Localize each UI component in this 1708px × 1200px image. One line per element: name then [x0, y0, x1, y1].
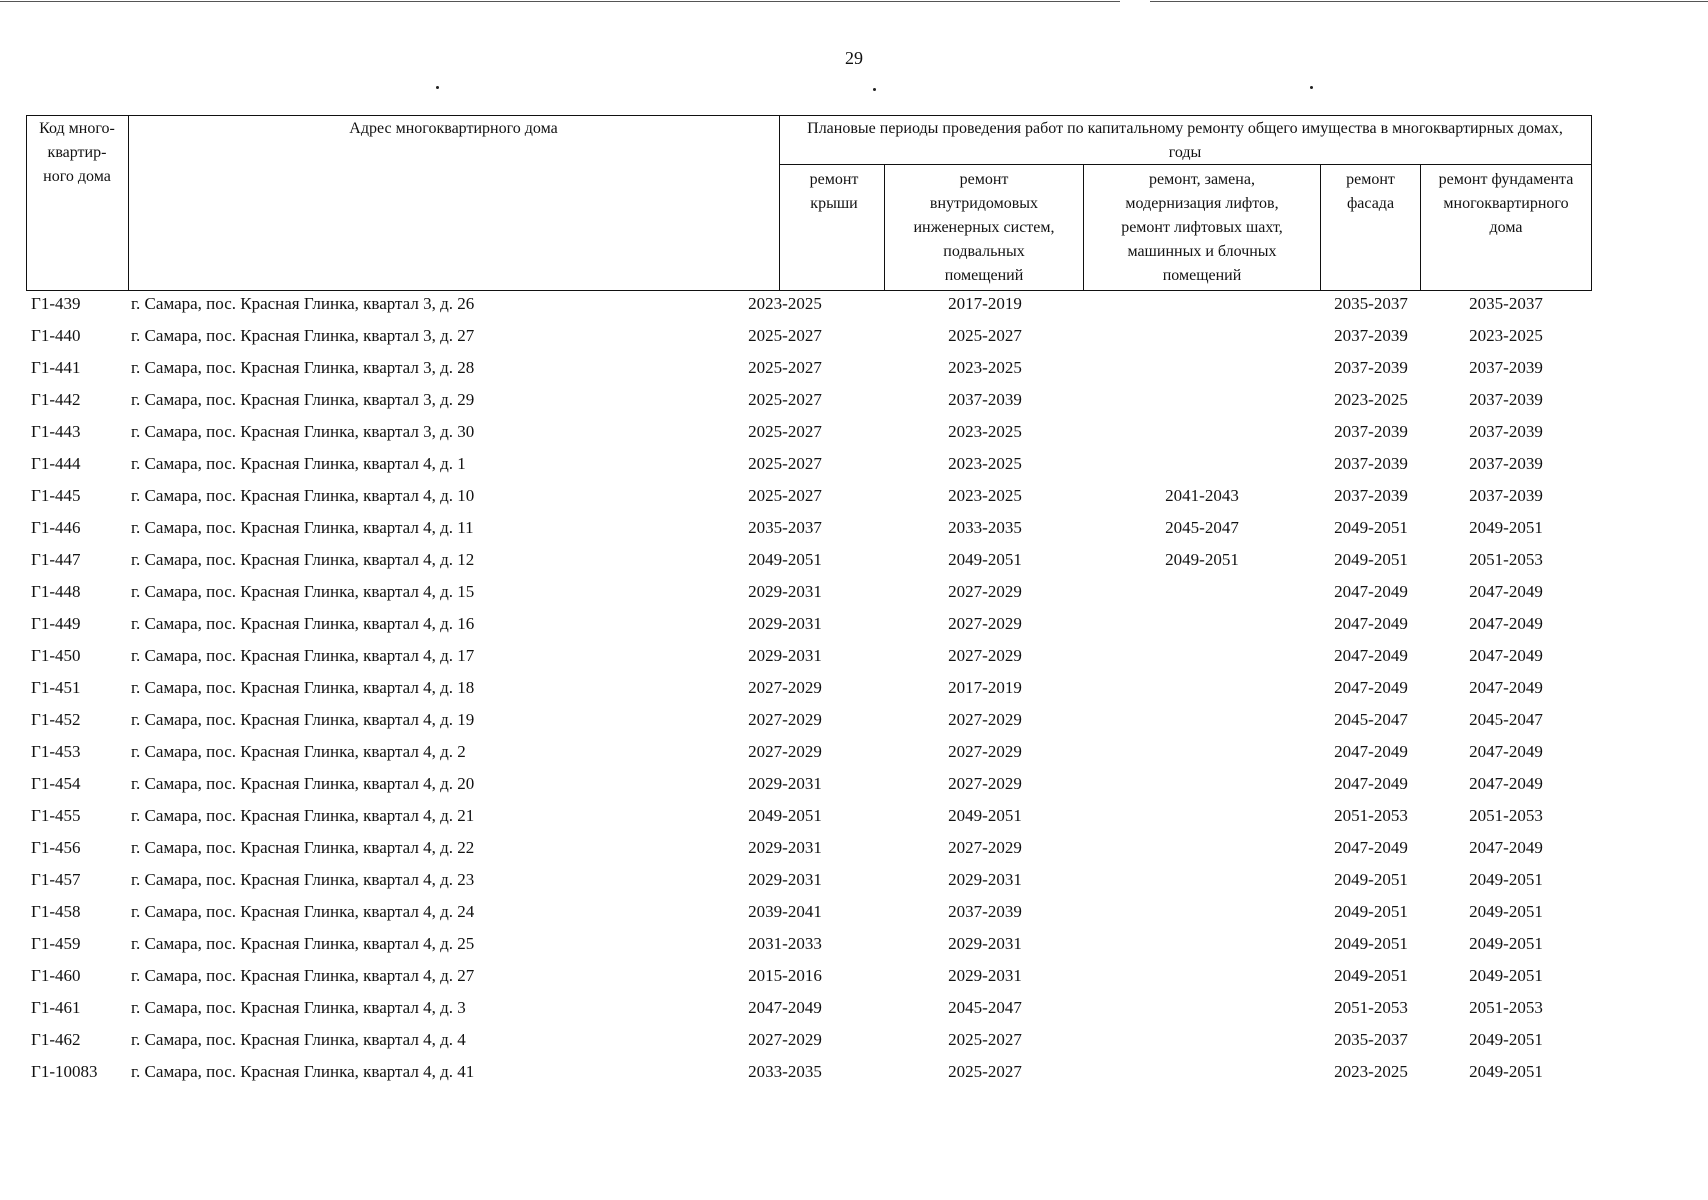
cell-engineering: 2027-2029: [948, 774, 1022, 793]
cell-roof: 2031-2033: [748, 934, 822, 953]
cell-engineering: 2017-2019: [948, 294, 1022, 313]
cell-address: г. Самара, пос. Красная Глинка, квартал 4, д. 10: [131, 486, 475, 505]
scan-speck: [1310, 86, 1313, 89]
cell-engineering: 2023-2025: [948, 454, 1022, 473]
cell-address: г. Самара, пос. Красная Глинка, квартал 3, д. 27: [131, 326, 475, 345]
cell-code: Г1-449: [31, 614, 81, 633]
cell-foundation: 2047-2049: [1469, 838, 1543, 857]
table-row: [0, 548, 1708, 580]
column-divider: [1083, 164, 1084, 291]
cell-code: Г1-451: [31, 678, 81, 697]
header-engineering: ремонт внутридомовых инженерных систем, подвальных помещений: [913, 171, 1055, 284]
cell-facade: 2047-2049: [1334, 838, 1408, 857]
scan-speck: [436, 86, 439, 89]
cell-engineering: 2027-2029: [948, 646, 1022, 665]
cell-roof: 2047-2049: [748, 998, 822, 1017]
table-row: [0, 356, 1708, 388]
cell-facade: 2049-2051: [1334, 518, 1408, 537]
cell-facade: 2023-2025: [1334, 1062, 1408, 1081]
cell-code: Г1-10083: [31, 1062, 98, 1081]
header-periods-group: Плановые периоды проведения работ по капитальному ремонту общего имущества в многоквартирных домах, годы: [807, 120, 1563, 161]
cell-facade: 2047-2049: [1334, 774, 1408, 793]
cell-foundation: 2023-2025: [1469, 326, 1543, 345]
cell-roof: 2029-2031: [748, 614, 822, 633]
cell-lifts: 2049-2051: [1165, 550, 1239, 569]
cell-facade: 2047-2049: [1334, 678, 1408, 697]
cell-foundation: 2037-2039: [1469, 454, 1543, 473]
cell-code: Г1-454: [31, 774, 81, 793]
header-facade: ремонт фасада: [1346, 171, 1395, 212]
cell-address: г. Самара, пос. Красная Глинка, квартал 4, д. 16: [131, 614, 475, 633]
cell-facade: 2047-2049: [1334, 582, 1408, 601]
header-address: Адрес многоквартирного дома: [349, 120, 558, 137]
cell-foundation: 2051-2053: [1469, 550, 1543, 569]
cell-code: Г1-446: [31, 518, 81, 537]
cell-foundation: 2047-2049: [1469, 678, 1543, 697]
column-divider: [779, 115, 780, 291]
column-divider: [884, 164, 885, 291]
cell-address: г. Самара, пос. Красная Глинка, квартал 4, д. 11: [131, 518, 474, 537]
cell-engineering: 2025-2027: [948, 326, 1022, 345]
cell-foundation: 2035-2037: [1469, 294, 1543, 313]
cell-foundation: 2051-2053: [1469, 806, 1543, 825]
cell-engineering: 2017-2019: [948, 678, 1022, 697]
table-row: [0, 932, 1708, 964]
cell-facade: 2049-2051: [1334, 550, 1408, 569]
cell-roof: 2025-2027: [748, 486, 822, 505]
cell-roof: 2025-2027: [748, 358, 822, 377]
table-row: [0, 836, 1708, 868]
scan-edge-line: [1150, 1, 1708, 2]
cell-roof: 2049-2051: [748, 806, 822, 825]
cell-facade: 2037-2039: [1334, 422, 1408, 441]
cell-roof: 2049-2051: [748, 550, 822, 569]
cell-code: Г1-459: [31, 934, 81, 953]
cell-engineering: 2023-2025: [948, 358, 1022, 377]
cell-foundation: 2037-2039: [1469, 390, 1543, 409]
cell-lifts: 2045-2047: [1165, 518, 1239, 537]
cell-code: Г1-457: [31, 870, 81, 889]
cell-code: Г1-444: [31, 454, 81, 473]
cell-address: г. Самара, пос. Красная Глинка, квартал 4, д. 12: [131, 550, 475, 569]
cell-facade: 2047-2049: [1334, 742, 1408, 761]
cell-address: г. Самара, пос. Красная Глинка, квартал 4, д. 15: [131, 582, 475, 601]
table-row: [0, 676, 1708, 708]
cell-engineering: 2027-2029: [948, 614, 1022, 633]
cell-foundation: 2049-2051: [1469, 966, 1543, 985]
cell-code: Г1-441: [31, 358, 81, 377]
cell-code: Г1-448: [31, 582, 81, 601]
cell-address: г. Самара, пос. Красная Глинка, квартал 4, д. 2: [131, 742, 466, 761]
cell-roof: 2033-2035: [748, 1062, 822, 1081]
cell-roof: 2023-2025: [748, 294, 822, 313]
header-foundation: ремонт фундамента многоквартирного дома: [1438, 171, 1574, 236]
cell-code: Г1-447: [31, 550, 81, 569]
header-code: Код много- квартир- ного дома: [39, 120, 115, 185]
cell-engineering: 2029-2031: [948, 966, 1022, 985]
cell-foundation: 2049-2051: [1469, 1030, 1543, 1049]
cell-foundation: 2049-2051: [1469, 902, 1543, 921]
cell-engineering: 2027-2029: [948, 710, 1022, 729]
cell-code: Г1-455: [31, 806, 81, 825]
cell-roof: 2029-2031: [748, 838, 822, 857]
cell-engineering: 2049-2051: [948, 550, 1022, 569]
cell-address: г. Самара, пос. Красная Глинка, квартал 4, д. 23: [131, 870, 475, 889]
table-row: [0, 740, 1708, 772]
table-row: [0, 612, 1708, 644]
cell-foundation: 2037-2039: [1469, 486, 1543, 505]
table-row: [0, 452, 1708, 484]
cell-foundation: 2037-2039: [1469, 422, 1543, 441]
scan-edge-line: [0, 1, 1120, 2]
table-row: [0, 996, 1708, 1028]
cell-facade: 2051-2053: [1334, 806, 1408, 825]
cell-code: Г1-439: [31, 294, 81, 313]
table-row: [0, 1028, 1708, 1060]
cell-address: г. Самара, пос. Красная Глинка, квартал 4, д. 27: [131, 966, 475, 985]
cell-code: Г1-445: [31, 486, 81, 505]
cell-engineering: 2037-2039: [948, 902, 1022, 921]
cell-code: Г1-452: [31, 710, 81, 729]
cell-foundation: 2047-2049: [1469, 646, 1543, 665]
cell-engineering: 2049-2051: [948, 806, 1022, 825]
cell-facade: 2035-2037: [1334, 294, 1408, 313]
cell-address: г. Самара, пос. Красная Глинка, квартал 4, д. 3: [131, 998, 466, 1017]
cell-address: г. Самара, пос. Красная Глинка, квартал 3, д. 29: [131, 390, 475, 409]
table-row: [0, 388, 1708, 420]
cell-facade: 2037-2039: [1334, 486, 1408, 505]
table-row: [0, 900, 1708, 932]
cell-facade: 2049-2051: [1334, 966, 1408, 985]
cell-roof: 2035-2037: [748, 518, 822, 537]
cell-foundation: 2047-2049: [1469, 614, 1543, 633]
cell-address: г. Самара, пос. Красная Глинка, квартал 4, д. 4: [131, 1030, 466, 1049]
table-row: [0, 324, 1708, 356]
cell-address: г. Самара, пос. Красная Глинка, квартал 3, д. 28: [131, 358, 475, 377]
cell-foundation: 2047-2049: [1469, 742, 1543, 761]
cell-foundation: 2051-2053: [1469, 998, 1543, 1017]
cell-code: Г1-456: [31, 838, 81, 857]
cell-roof: 2039-2041: [748, 902, 822, 921]
cell-roof: 2029-2031: [748, 582, 822, 601]
cell-code: Г1-453: [31, 742, 81, 761]
table-row: [0, 804, 1708, 836]
cell-facade: 2051-2053: [1334, 998, 1408, 1017]
cell-address: г. Самара, пос. Красная Глинка, квартал 3, д. 30: [131, 422, 475, 441]
cell-engineering: 2023-2025: [948, 486, 1022, 505]
table-row: [0, 292, 1708, 324]
table-row: [0, 772, 1708, 804]
scan-speck: [873, 88, 876, 91]
cell-engineering: 2029-2031: [948, 870, 1022, 889]
cell-roof: 2029-2031: [748, 774, 822, 793]
table-row: [0, 580, 1708, 612]
cell-address: г. Самара, пос. Красная Глинка, квартал 4, д. 20: [131, 774, 475, 793]
cell-address: г. Самара, пос. Красная Глинка, квартал 4, д. 24: [131, 902, 475, 921]
cell-roof: 2025-2027: [748, 390, 822, 409]
cell-facade: 2049-2051: [1334, 902, 1408, 921]
cell-code: Г1-462: [31, 1030, 81, 1049]
cell-roof: 2027-2029: [748, 710, 822, 729]
cell-roof: 2025-2027: [748, 326, 822, 345]
cell-address: г. Самара, пос. Красная Глинка, квартал 4, д. 25: [131, 934, 475, 953]
table-row: [0, 644, 1708, 676]
cell-facade: 2045-2047: [1334, 710, 1408, 729]
cell-roof: 2025-2027: [748, 454, 822, 473]
cell-facade: 2049-2051: [1334, 934, 1408, 953]
cell-foundation: 2037-2039: [1469, 358, 1543, 377]
cell-roof: 2015-2016: [748, 966, 822, 985]
cell-address: г. Самара, пос. Красная Глинка, квартал 4, д. 19: [131, 710, 475, 729]
table-row: [0, 1060, 1708, 1092]
cell-code: Г1-440: [31, 326, 81, 345]
cell-address: г. Самара, пос. Красная Глинка, квартал 4, д. 41: [131, 1062, 475, 1081]
cell-address: г. Самара, пос. Красная Глинка, квартал 4, д. 1: [131, 454, 466, 473]
column-divider: [128, 115, 129, 291]
cell-foundation: 2049-2051: [1469, 518, 1543, 537]
cell-foundation: 2045-2047: [1469, 710, 1543, 729]
cell-roof: 2029-2031: [748, 646, 822, 665]
cell-facade: 2037-2039: [1334, 326, 1408, 345]
cell-engineering: 2025-2027: [948, 1030, 1022, 1049]
cell-code: Г1-460: [31, 966, 81, 985]
cell-engineering: 2027-2029: [948, 582, 1022, 601]
cell-engineering: 2029-2031: [948, 934, 1022, 953]
cell-foundation: 2047-2049: [1469, 582, 1543, 601]
cell-roof: 2025-2027: [748, 422, 822, 441]
cell-facade: 2047-2049: [1334, 646, 1408, 665]
cell-roof: 2027-2029: [748, 678, 822, 697]
header-roof: ремонт крыши: [809, 171, 859, 212]
cell-lifts: 2041-2043: [1165, 486, 1239, 505]
table-row: [0, 484, 1708, 516]
cell-foundation: 2049-2051: [1469, 934, 1543, 953]
cell-engineering: 2033-2035: [948, 518, 1022, 537]
cell-facade: 2035-2037: [1334, 1030, 1408, 1049]
cell-code: Г1-442: [31, 390, 81, 409]
cell-foundation: 2049-2051: [1469, 870, 1543, 889]
cell-foundation: 2047-2049: [1469, 774, 1543, 793]
header-lifts: ремонт, замена, модернизация лифтов, ремонт лифтовых шахт, машинных и блочных помещений: [1121, 171, 1283, 284]
table-row: [0, 868, 1708, 900]
cell-engineering: 2025-2027: [948, 1062, 1022, 1081]
table-row: [0, 516, 1708, 548]
cell-address: г. Самара, пос. Красная Глинка, квартал 4, д. 17: [131, 646, 475, 665]
cell-roof: 2027-2029: [748, 1030, 822, 1049]
cell-engineering: 2027-2029: [948, 742, 1022, 761]
cell-roof: 2029-2031: [748, 870, 822, 889]
cell-facade: 2037-2039: [1334, 358, 1408, 377]
cell-facade: 2023-2025: [1334, 390, 1408, 409]
cell-address: г. Самара, пос. Красная Глинка, квартал 3, д. 26: [131, 294, 475, 313]
cell-facade: 2047-2049: [1334, 614, 1408, 633]
cell-code: Г1-461: [31, 998, 81, 1017]
cell-roof: 2027-2029: [748, 742, 822, 761]
cell-address: г. Самара, пос. Красная Глинка, квартал 4, д. 21: [131, 806, 475, 825]
cell-engineering: 2037-2039: [948, 390, 1022, 409]
cell-foundation: 2049-2051: [1469, 1062, 1543, 1081]
cell-code: Г1-458: [31, 902, 81, 921]
page-number: 29: [845, 48, 863, 68]
cell-engineering: 2023-2025: [948, 422, 1022, 441]
cell-code: Г1-443: [31, 422, 81, 441]
cell-facade: 2037-2039: [1334, 454, 1408, 473]
column-divider: [1320, 164, 1321, 291]
cell-engineering: 2045-2047: [948, 998, 1022, 1017]
table-row: [0, 420, 1708, 452]
table-row: [0, 708, 1708, 740]
cell-engineering: 2027-2029: [948, 838, 1022, 857]
cell-address: г. Самара, пос. Красная Глинка, квартал 4, д. 22: [131, 838, 475, 857]
cell-address: г. Самара, пос. Красная Глинка, квартал 4, д. 18: [131, 678, 475, 697]
table-row: [0, 964, 1708, 996]
cell-code: Г1-450: [31, 646, 81, 665]
cell-facade: 2049-2051: [1334, 870, 1408, 889]
